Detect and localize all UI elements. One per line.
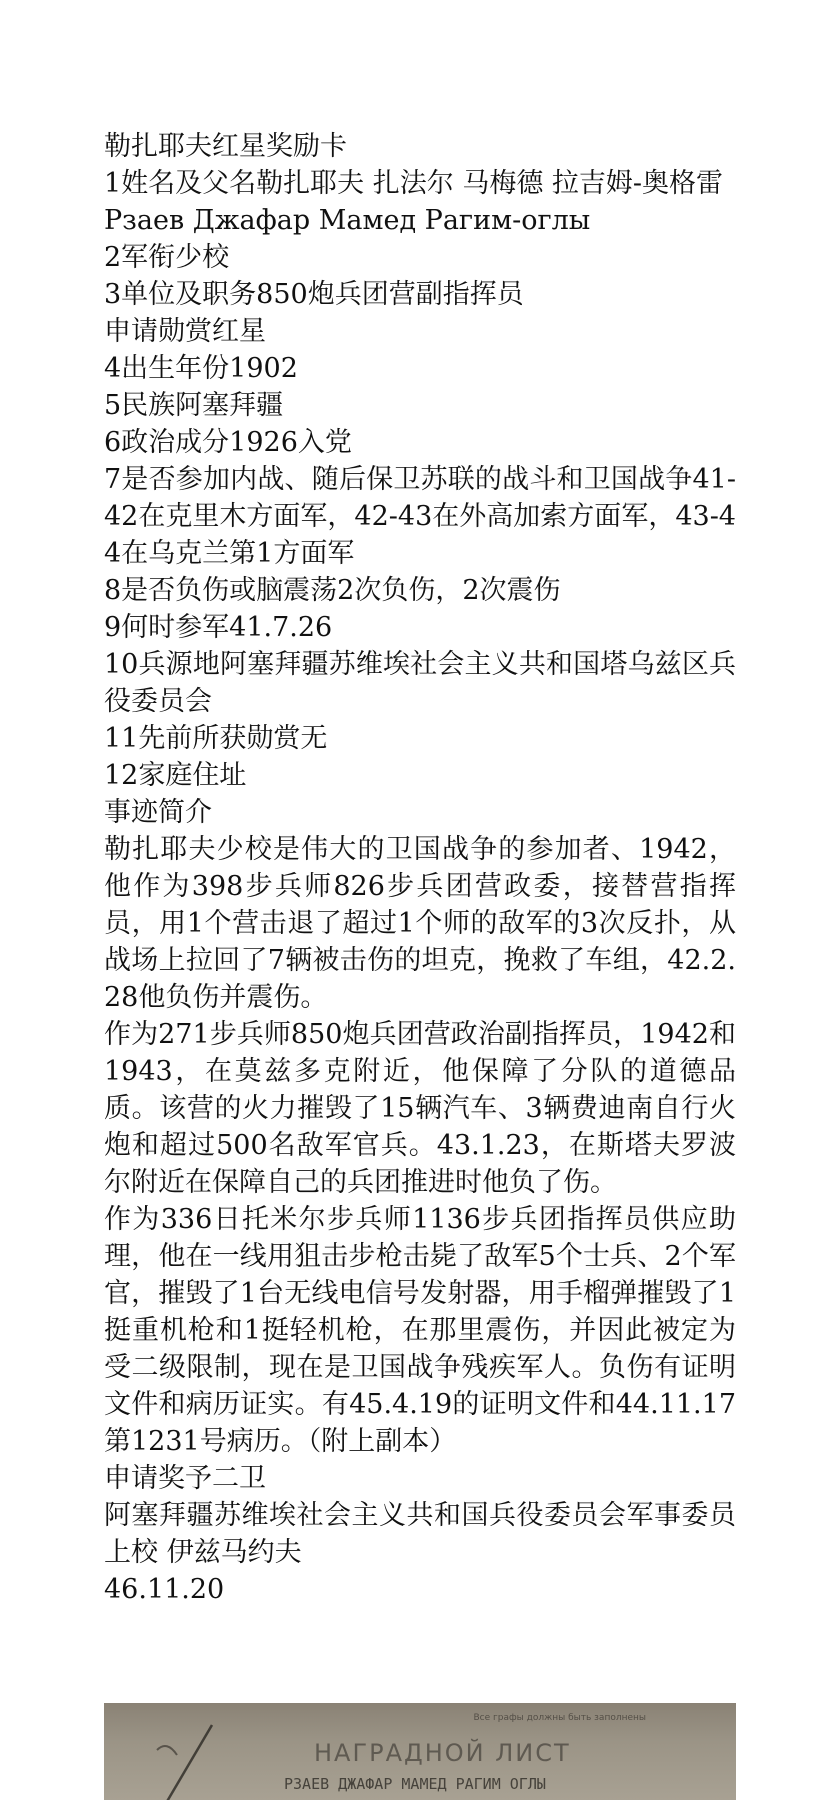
field-10-draft-office: 10兵源地阿塞拜疆苏维埃社会主义共和国塔乌兹区兵役委员会 (104, 649, 736, 717)
field-3-unit: 3单位及职务850炮兵团营副指挥员 (104, 279, 524, 310)
scan-name-line: РЗАЕВ ДЖАФАР МАМЕД РАГИМ ОГЛЫ (284, 1775, 546, 1793)
document-title: 勒扎耶夫红星奖励卡 (104, 131, 347, 162)
field-6-party: 6政治成分1926入党 (104, 427, 352, 458)
award-card-transcription (104, 128, 736, 1608)
field-8-wounds: 8是否负伤或脑震荡2次负伤，2次震伤 (104, 575, 561, 606)
field-4-birth-year: 4出生年份1902 (104, 353, 298, 384)
scan-corner-note: Все графы должны быть заполнены (473, 1713, 646, 1723)
award-request: 申请勋赏红星 (104, 316, 266, 347)
deeds-paragraph-1: 勒扎耶夫少校是伟大的卫国战争的参加者、1942，他作为398步兵师826步兵团营政委，接替营指挥员，用1个营击退了超过1个师的敌军的3次反扑，从战场上拉回了7辆被击伤的坦克，挽救了车组，42.2.28他负伤并震伤。 (104, 834, 736, 1013)
scan-heading: НАГРАДНОЙ ЛИСТ (314, 1739, 571, 1767)
deeds-heading: 事迹简介 (104, 797, 212, 828)
handwritten-mark (142, 1715, 232, 1800)
field-2-rank: 2军衔少校 (104, 242, 230, 273)
field-7-combat-service: 7是否参加内战、随后保卫苏联的战斗和卫国战争41-42在克里木方面军，42-43在外高加索方面军，43-44在乌克兰第1方面军 (104, 464, 736, 569)
award-recommendation: 申请奖予二卫 (104, 1463, 266, 1494)
deeds-paragraph-2: 作为271步兵师850炮兵团营政治副指挥员，1942和1943，在莫兹多克附近，他保障了分队的道德品质。该营的火力摧毁了15辆汽车、3辆费迪南自行火炮和超过500名敌军官兵。43.1.23，在斯塔夫罗波尔附近在保障自己的兵团推进时他负了伤。 (104, 1019, 736, 1198)
deeds-paragraph-3: 作为336日托米尔步兵师1136步兵团指挥员供应助理，他在一线用狙击步枪击毙了敌军5个士兵、2个军官，摧毁了1台无线电信号发射器，用手榴弹摧毁了1挺重机枪和1挺轻机枪，在那里震伤，并因此被定为受二级限制，现在是卫国战争残疾军人。负伤有证明文件和病历证实。有45.4.19的证明文件和44.11.17第1231号病历。（附上副本） (104, 1204, 736, 1457)
field-11-previous-awards: 11先前所获勋赏无 (104, 723, 328, 754)
field-12-home-address: 12家庭住址 (104, 760, 247, 791)
field-9-enlistment: 9何时参军41.7.26 (104, 612, 333, 643)
signatory: 阿塞拜疆苏维埃社会主义共和国兵役委员会军事委员 上校 伊兹马约夫 (104, 1500, 736, 1568)
field-1-name: 1姓名及父名勒扎耶夫 扎法尔 马梅德 拉吉姆-奥格雷 (104, 168, 724, 199)
signature-date: 46.11.20 (104, 1574, 225, 1605)
field-1-name-russian: Рзаев Джафар Мамед Рагим-оглы (104, 205, 591, 236)
archival-scan-image (104, 1703, 736, 1800)
field-5-nationality: 5民族阿塞拜疆 (104, 390, 284, 421)
